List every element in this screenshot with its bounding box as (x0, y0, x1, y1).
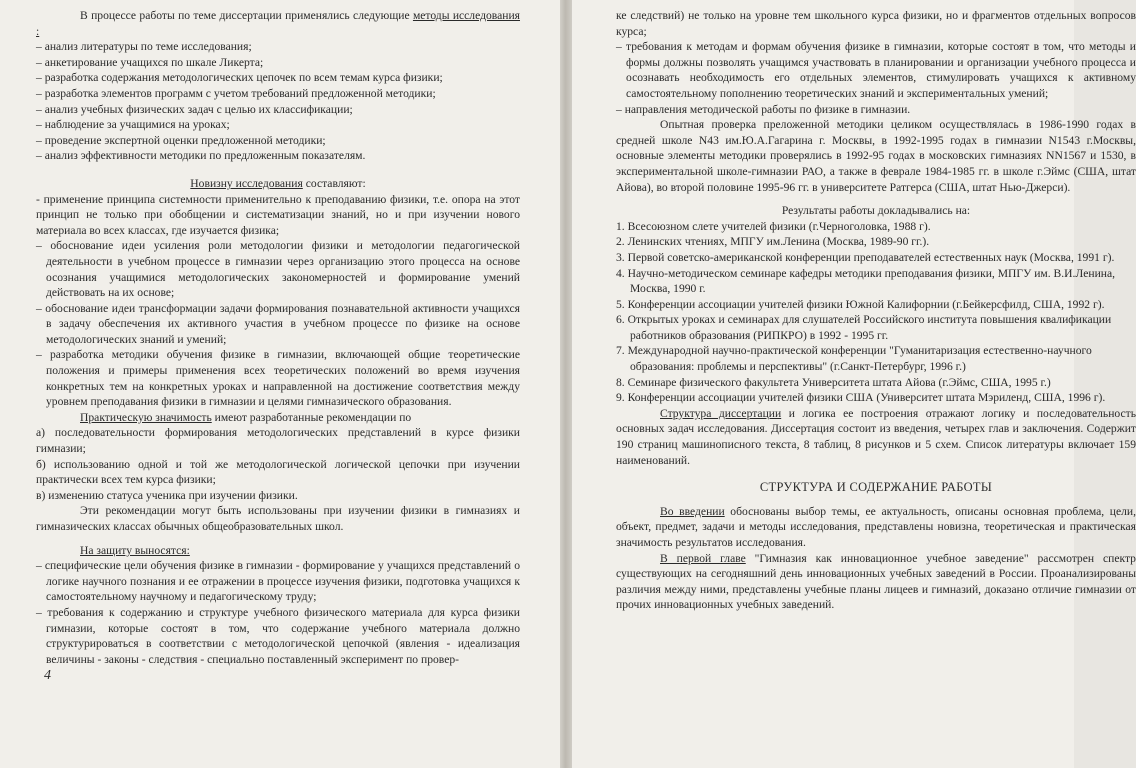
list-item: – анкетирование учащихся по шкале Ликерта; (36, 55, 264, 69)
list-item: – разработка содержания методологических цепочек по всем темам курса физики; (36, 71, 443, 85)
practical-item: а) последовательности формирования методологических представлений в курсе физики гимназии; (36, 426, 520, 456)
book-gutter (560, 0, 572, 768)
list-item: 5. Конференции ассоциации учителей физики Южной Калифорнии (г.Бейкерсфилд, США, 1992 г). (616, 297, 1105, 311)
right-column (616, 8, 1136, 613)
list-item: – анализ эффективности методики по предложенным показателям. (36, 149, 366, 163)
page-number: 4 (44, 668, 51, 683)
approbation-text: Опытная проверка преложенной методики целиком осуществлялась в 1986-1990 годах в средней школе N43 им.Ю.А.Гагарина г. Москвы, в 1992-1995 годах в гимназии N1543 г.Москвы, основные элементы методики проверялись в 1992-95 годах в московских гимназиях NN1567 и 1530, в экспериментальной школе-гимназии РАО, а также в феврале 1984-1985 гг. в школе г.Эймс (США, штат Айова), во второй половине 1995-96 гг. в университете Ратгерса (США, штат Нью-Джерси). (616, 118, 1136, 194)
novelty-item: – обоснование идеи трансформации задачи формирования познавательной активности учащихся в задачу обеспечения их активного участия в учебном процессе по физике на основе методологических знаний и умений; (36, 301, 520, 346)
list-item: – проведение экспертной оценки предложенной методики; (36, 133, 326, 147)
methods-list (36, 39, 520, 164)
list-item: 9. Конференции ассоциации учителей физики США (Университет штата Мэриленд, США, 1996 г). (616, 391, 1106, 405)
list-item: – анализ учебных физических задач с целью их классификации; (36, 102, 353, 116)
structure-text: Структура диссертации и логика ее построения отражают логику и последовательность основных задач исследования. Диссертация состоит из введения, четырех глав и заключения. Содержит 190 страниц машинописного текста, 8 таблиц, 8 рисунков и 5 схем. Список литературы включает 159 наименований. (616, 406, 1136, 467)
left-column (36, 8, 520, 667)
list-item: – анализ литературы по теме исследования; (36, 40, 252, 54)
practical-item: в) изменению статуса ученика при изучении физики. (36, 488, 298, 502)
list-item: – наблюдение за учащимися на уроках; (36, 118, 230, 132)
recommendations-text: Эти рекомендации могут быть использованы при изучении физики в гимназиях и гимназических классах обычных общеобразовательных школ. (36, 504, 520, 533)
left-page (0, 0, 560, 768)
novelty-item: – разработка методики обучения физике в гимназии, включающей общие теоретические положения и примеры применения всех теоретических положений во время изучения конкретных тем на конкретных уроках и направленной на достижение соответствия между уровнем преподавания физики в гимназии и целями гимназического образования. (36, 348, 520, 409)
reported-list (616, 219, 1136, 406)
continued-text: – требования к методам и формам обучения физике в гимназии, которые состоят в том, что методы и формы должны позволять учащимся участвовать в планировании и организации учебного процесса и осознавать необходимость его отдельных элементов, стимулировать учащихся к активному самостоятельному пополнению теоретических знаний и экспериментальных умений; (616, 40, 1136, 100)
reported-heading: Результаты работы докладывались на: (781, 204, 971, 218)
defense-item: – требования к содержанию и структуре учебного физического материала для курса физики гимназии, которые состоят в том, что содержание учебного материала должно структурироваться в соответствии с методологической цепочкой (явления - идеализация величины - законы - следствия - специально поставленный эксперимент по провер- (36, 605, 520, 666)
list-item: 6. Открытых уроках и семинарах для слушателей Российского института повышения квалификации работников образования (РИПКРО) в 1992 - 1995 гг. (616, 313, 1112, 342)
novelty-item: – обоснование идеи усиления роли методологии физики и методологии педагогической деятельности в учебном процессе в гимназии через организацию этого процесса на основе осознания учащимися методологических закономерностей и формирование умений действовать на их основе; (36, 239, 520, 300)
list-item: 4. Научно-методическом семинаре кафедры методики преподавания физики, МПГУ им. В.И.Ленина, Москва, 1990 г. (616, 266, 1116, 296)
list-item: 3. Первой советско-американской конференции преподавателей естественных наук (Москва, 1991 г). (616, 250, 1115, 264)
methods-intro: В процессе работы по теме диссертации применялись следующие методы исследования : (36, 9, 520, 38)
novelty-heading: Новизну исследования составляют: (190, 176, 366, 190)
novelty-item: - применение принципа системности применительно к преподаванию физики, т.е. опора на этот принцип не только при обобщении и систематизации знаний, но и при изучении нового материала во всех классах, где изучается физика; (36, 192, 520, 237)
list-item: 7. Международной научно-практической конференции "Гуманитаризация естественно-научного образования: проблемы и перспективы" (г.Санкт-Петербург, 1996 г.) (616, 344, 1092, 374)
practical-heading: Практическую значимость имеют разработанные рекомендации по (80, 410, 412, 424)
introduction-text: Во введении обоснованы выбор темы, ее актуальность, описаны основная проблема, цели, объект, предмет, задачи и методы исследования, представлены новизна, теоретическая и практическая значимость результатов исследования. (616, 504, 1136, 549)
list-item: 2. Ленинских чтениях, МПГУ им.Ленина (Москва, 1989-90 гг.). (616, 235, 930, 249)
defense-heading: На защиту выносятся: (80, 543, 190, 557)
methods-label: методы исследования : (36, 9, 520, 38)
section-title: СТРУКТУРА И СОДЕРЖАНИЕ РАБОТЫ (759, 480, 993, 495)
defense-item: – специфические цели обучения физике в гимназии - формирование у учащихся представлений о логике научного познания и ее отражении в процессе изучения физики, подготовка учащихся к самостоятельному научному и педагогическому труду; (36, 559, 520, 604)
continued-text: – направления методической работы по физике в гимназии. (616, 102, 911, 116)
right-page (572, 0, 1136, 768)
chapter1-text: В первой главе "Гимназия как инновационное учебное заведение" рассмотрен спектр существующих на сегодняшний день инновационных учебных заведений в России. Проанализированы различия между ними, представлены учебные планы лицеев и гимназий, доказано отличие гимназии от прочих инновационных учебных заведений. (616, 551, 1136, 612)
continued-text: ке следствий) не только на уровне тем школьного курса физики, но и фрагментов отдельных вопросов курса; (616, 9, 1136, 38)
list-item: – разработка элементов программ с учетом требований предложенной методики; (36, 86, 436, 100)
practical-item: б) использованию одной и той же методологической логической цепочки при изучении практически всех тем курса физики; (36, 457, 520, 487)
list-item: 1. Всесоюзном слете учителей физики (г.Черноголовка, 1988 г). (616, 219, 931, 233)
list-item: 8. Семинаре физического факультета Университета штата Айова (г.Эймс, США, 1995 г.) (616, 375, 1051, 389)
